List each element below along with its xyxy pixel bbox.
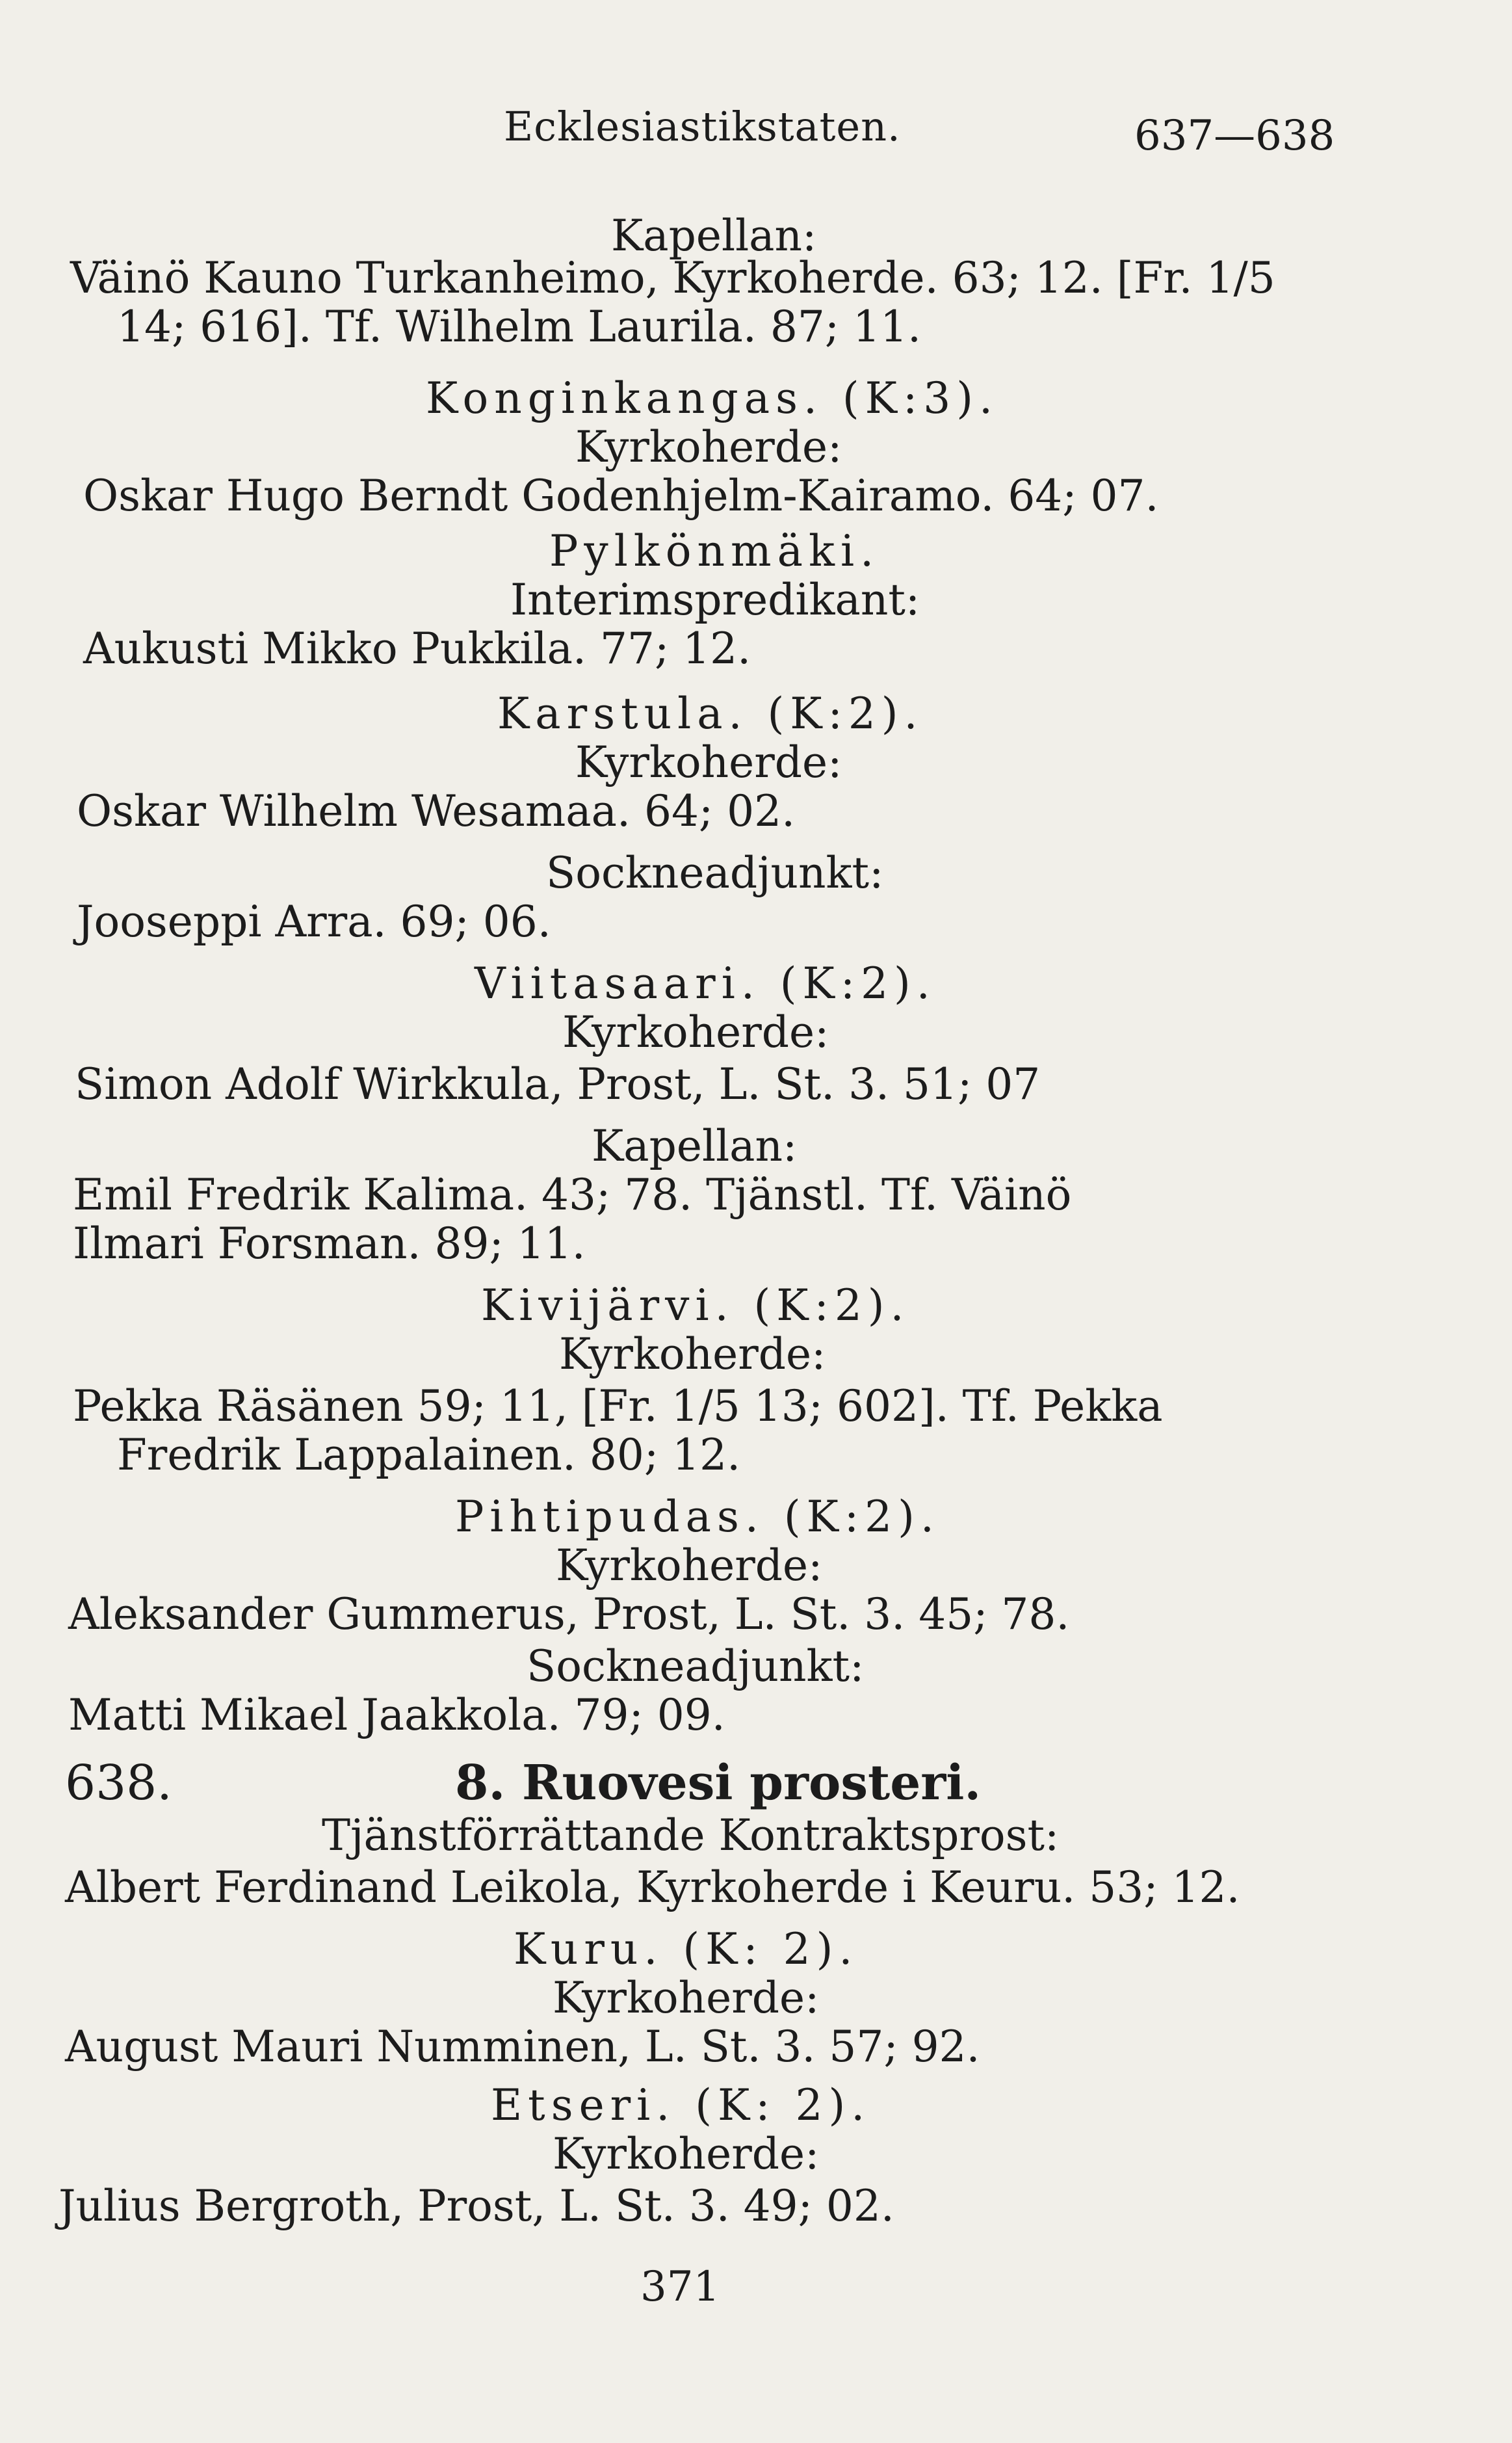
running-head-title: Ecklesiastikstaten.: [504, 103, 901, 150]
role-heading: Kyrkoherde:: [562, 1007, 829, 1057]
role-heading: Kapellan:: [592, 1121, 798, 1171]
parish-heading-konginkangas: Konginkangas. (K:3).: [426, 373, 998, 423]
entry-line: Väinö Kauno Turkanheimo, Kyrkoherde. 63; 12. [Fr. 1/5: [70, 253, 1275, 303]
parish-heading-kivijarvi: Kivijärvi. (K:2).: [481, 1280, 910, 1330]
entry-line: Fredrik Lappalainen. 80; 12.: [117, 1430, 741, 1480]
page-number: 371: [640, 2263, 720, 2311]
role-heading: Kyrkoherde:: [556, 1540, 823, 1591]
entry-line: Albert Ferdinand Leikola, Kyrkoherde i Keuru. 53; 12.: [65, 1862, 1240, 1912]
entry-line: August Mauri Numminen, L. St. 3. 57; 92.: [65, 2022, 980, 2072]
parish-heading-etseri: Etseri. (K: 2).: [491, 2080, 871, 2130]
role-heading: Kyrkoherde:: [559, 1329, 826, 1379]
parish-heading-kuru: Kuru. (K: 2).: [514, 1924, 859, 1974]
parish-heading-pihtipudas: Pihtipudas. (K:2).: [455, 1492, 940, 1542]
role-heading: Kyrkoherde:: [575, 737, 842, 787]
entry-line: Oskar Wilhelm Wesamaa. 64; 02.: [77, 786, 796, 836]
parish-heading-pylkonmaki: Pylkönmäki.: [549, 526, 880, 576]
kapellan-heading: Kapellan:: [611, 211, 817, 261]
section-number: 638.: [65, 1755, 172, 1811]
entry-line: Aleksander Gummerus, Prost, L. St. 3. 45; 78.: [68, 1589, 1070, 1639]
parish-heading-karstula: Karstula. (K:2).: [497, 689, 924, 739]
entry-line: Matti Mikael Jaakkola. 79; 09.: [68, 1690, 725, 1740]
entry-line: Emil Fredrik Kalima. 43; 78. Tjänstl. Tf. Väinö: [73, 1170, 1072, 1220]
role-heading: Kyrkoherde:: [575, 422, 842, 472]
section-heading: [65, 1755, 982, 1811]
role-heading: Interimspredikant:: [510, 575, 920, 625]
role-heading: Sockneadjunkt:: [527, 1641, 865, 1691]
role-heading: Tjänstförrättande Kontraktsprost:: [322, 1810, 1060, 1860]
role-heading: Sockneadjunkt:: [546, 848, 884, 898]
entry-line: 14; 616]. Tf. Wilhelm Laurila. 87; 11.: [117, 302, 921, 352]
role-heading: Kyrkoherde:: [553, 2129, 820, 2179]
entry-line: Jooseppi Arra. 69; 06.: [77, 897, 551, 947]
entry-line: Aukusti Mikko Pukkila. 77; 12.: [83, 624, 751, 674]
entry-line: Ilmari Forsman. 89; 11.: [73, 1219, 586, 1269]
entry-line: Oskar Hugo Berndt Godenhjelm-Kairamo. 64; 07.: [83, 471, 1159, 521]
entry-line: Pekka Räsänen 59; 11, [Fr. 1/5 13; 602]. Tf. Pekka: [73, 1381, 1163, 1431]
entry-line: Julius Bergroth, Prost, L. St. 3. 49; 02.: [59, 2181, 894, 2231]
role-heading: Kyrkoherde:: [553, 1973, 820, 2023]
running-head-pages: 637—638: [1134, 112, 1335, 160]
entry-line: Simon Adolf Wirkkula, Prost, L. St. 3. 51; 07: [75, 1059, 1041, 1109]
parish-heading-viitasaari: Viitasaari. (K:2).: [475, 958, 936, 1009]
section-title: 8. Ruovesi prosteri.: [455, 1755, 982, 1811]
